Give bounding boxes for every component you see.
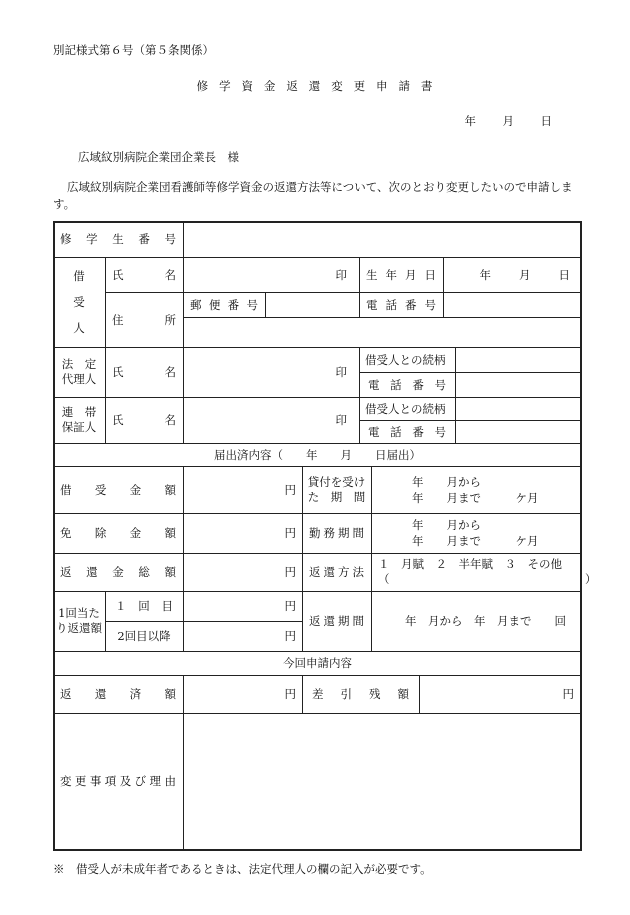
repayment-method-other: （ ） — [378, 572, 597, 586]
guarantor-label: 連 帯 保証人 — [61, 405, 97, 434]
first-payment-label: １ 回 目 — [115, 599, 173, 613]
guarantor-seal-mark: 印 — [335, 413, 347, 427]
legal-rep-phone-field[interactable] — [456, 372, 580, 397]
loan-period-to: 年 月まで ケ月 — [412, 490, 539, 505]
form-number: 別記様式第６号（第５条関係） — [53, 43, 214, 57]
legal-rep-phone-label: 電 話 番 号 — [368, 377, 446, 392]
submitted-content-header: 届出済内容（ 年 月 日届出） — [214, 447, 421, 462]
repayment-method-field[interactable] — [372, 553, 597, 591]
balance-label: 差 引 残 額 — [312, 687, 409, 701]
work-period-label: 勤 務 期 間 — [309, 526, 364, 540]
balance-field[interactable] — [420, 675, 580, 713]
borrower-phone-field[interactable] — [444, 292, 580, 317]
repayment-method-options: １ 月賦 ２ 半年賦 ３ その他 — [378, 557, 562, 571]
repaid-amount-field[interactable] — [184, 675, 302, 713]
guarantor-relation-field[interactable] — [456, 397, 580, 420]
loan-amount-label: 借 受 金 額 — [60, 482, 176, 497]
loan-period-label: 貸付を受け た 期 間 — [307, 474, 366, 504]
guarantor-name-label: 氏 名 — [112, 413, 176, 427]
total-repayment-label: 返 還 金 総 額 — [60, 565, 176, 579]
work-period-from: 年 月から — [412, 518, 481, 532]
borrower-seal-mark: 印 — [335, 267, 347, 282]
legal-rep-relation-label: 借受人との続柄 — [365, 352, 446, 367]
loan-period-from: 年 月から — [412, 474, 481, 489]
application-form-table — [53, 221, 597, 851]
legal-rep-name-label: 氏 名 — [112, 365, 176, 379]
per-payment-label: 1回当た り返還額 — [56, 606, 102, 635]
borrower-phone-label: 電 話 番 号 — [366, 297, 436, 312]
exemption-amount-label: 免 除 金 額 — [60, 526, 176, 540]
date-month: 月 — [502, 114, 514, 128]
date-day: 日 — [540, 114, 552, 128]
first-payment-field[interactable] — [184, 591, 302, 621]
repayment-method-label: 返 還 方 法 — [309, 565, 364, 579]
repaid-amount-label: 返 還 済 額 — [60, 687, 176, 701]
address-label: 住 所 — [112, 312, 176, 327]
repayment-period-field[interactable] — [372, 591, 580, 651]
birth-year-unit: 年 — [479, 267, 491, 282]
loan-period-field[interactable] — [372, 466, 580, 513]
repaid-amount-yen: 円 — [284, 687, 296, 701]
student-number-field[interactable] — [184, 223, 580, 257]
postal-code-label: 郵 便 番 号 — [190, 297, 258, 312]
legal-rep-label: 法 定 代理人 — [61, 357, 97, 386]
borrower-name-field[interactable] — [184, 257, 359, 292]
document-title: 修学資金返還変更申請書 — [196, 79, 444, 93]
second-onward-yen: 円 — [284, 629, 296, 643]
borrower-label: 借 受 人 — [73, 269, 85, 335]
total-repayment-yen: 円 — [284, 565, 296, 579]
exemption-yen: 円 — [284, 526, 296, 540]
work-period-field[interactable] — [372, 513, 580, 553]
addressee: 広域紋別病院企業団企業長 様 — [78, 150, 239, 164]
legal-rep-seal-mark: 印 — [335, 365, 347, 379]
repayment-period-label: 返 還 期 間 — [309, 614, 364, 628]
second-onward-label: 2回目以降 — [117, 629, 171, 643]
guarantor-phone-field[interactable] — [456, 420, 580, 443]
postal-code-field[interactable] — [266, 292, 359, 317]
work-period-to: 年 月まで ケ月 — [412, 534, 539, 548]
address-field[interactable] — [184, 318, 580, 347]
change-reason-field[interactable] — [184, 714, 580, 849]
guarantor-phone-label: 電 話 番 号 — [368, 424, 446, 439]
birthdate-field[interactable] — [444, 257, 580, 292]
first-payment-yen: 円 — [284, 599, 296, 613]
repayment-period-value: 年 月から 年 月まで 回 — [405, 614, 566, 628]
balance-yen: 円 — [562, 687, 574, 701]
total-repayment-field[interactable] — [184, 553, 302, 591]
birth-day-unit: 日 — [558, 267, 570, 282]
current-application-header: 今回申請内容 — [283, 656, 352, 670]
guarantor-name-field[interactable] — [184, 397, 359, 443]
intro-text: 広域紋別病院企業団看護師等修学資金の返還方法等について、次のとおり変更したいので申請します。 — [53, 180, 573, 211]
exemption-amount-field[interactable] — [184, 513, 302, 553]
birth-month-unit: 月 — [519, 267, 531, 282]
borrower-name-label: 氏 名 — [112, 267, 176, 282]
date-line — [438, 113, 552, 129]
student-number-label: 修 学 生 番 号 — [60, 232, 176, 246]
date-year: 年 — [464, 114, 476, 128]
loan-amount-yen: 円 — [284, 482, 296, 497]
birthdate-label: 生 年 月 日 — [366, 267, 436, 282]
change-reason-label: 変 更 事 項 及 び 理 由 — [60, 774, 176, 788]
guarantor-relation-label: 借受人との続柄 — [365, 401, 446, 416]
second-onward-field[interactable] — [184, 621, 302, 651]
legal-rep-relation-field[interactable] — [456, 347, 580, 372]
legal-rep-name-field[interactable] — [184, 347, 359, 397]
footnote: ※ 借受人が未成年者であるときは、法定代理人の欄の記入が必要です。 — [53, 862, 432, 876]
loan-amount-field[interactable] — [184, 466, 302, 513]
